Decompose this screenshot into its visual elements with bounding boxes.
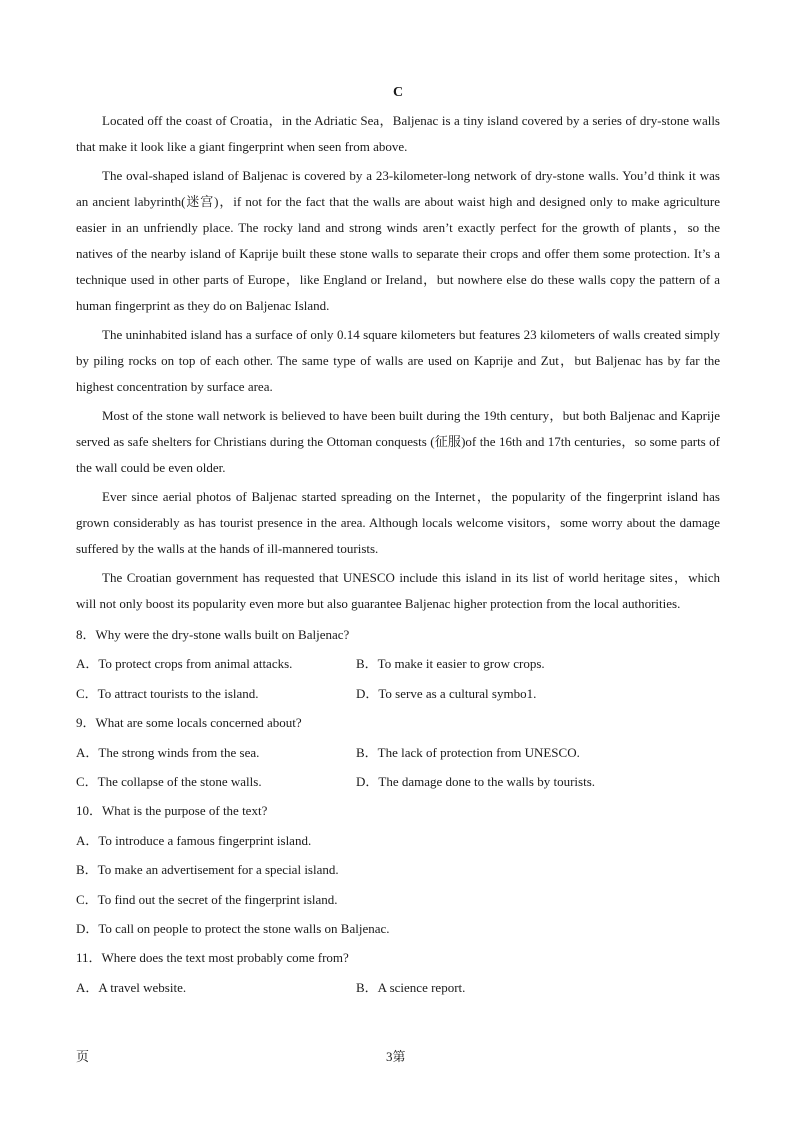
question-9-stem: 9．What are some locals concerned about?: [76, 715, 302, 731]
passage-paragraph-3: The uninhabited island has a surface of only 0.14 square kilometers but features 23 kilometers of walls created simply by piling rocks on top of each other. The same type of walls are used on Kaprije and Zut，but Baljenac has by far the highest concentration by surface area.: [76, 327, 720, 394]
question-8-option-b: B．To make it easier to grow crops.: [356, 656, 545, 672]
question-8-option-d: D．To serve as a cultural symbo1.: [356, 685, 537, 701]
question-9-option-b: B．The lack of protection from UNESCO.: [356, 744, 580, 760]
passage-paragraph-1: Located off the coast of Croatia，in the Adriatic Sea，Baljenac is a tiny island covered by a series of dry-stone walls that make it look like a giant fingerprint when seen from above.: [76, 113, 720, 154]
question-11-stem: 11．Where does the text most probably come from?: [76, 950, 349, 966]
question-8-option-a: A．To protect crops from animal attacks.: [76, 656, 293, 672]
passage-paragraph-5: Ever since aerial photos of Baljenac started spreading on the Internet，the popularity of the fingerprint island has grown considerably as has tourist presence in the area. Although locals welcome visitors，some worry about the damage suffered by the walls at the hands of ill-mannered tourists.: [76, 489, 720, 556]
footer-page-number: 3第: [386, 1049, 406, 1064]
question-8-stem: 8．Why were the dry-stone walls built on Baljenac?: [76, 627, 350, 642]
question-10-option-b: B．To make an advertisement for a special island.: [76, 862, 339, 878]
footer-left-text: 页: [76, 1049, 90, 1064]
question-9-option-a: A．The strong winds from the sea.: [76, 744, 260, 760]
document-page: [76, 84, 720, 1002]
question-11-option-b: B．A science report.: [356, 979, 466, 995]
question-8-options-row-1: [76, 649, 720, 678]
page-footer: [76, 1046, 720, 1066]
question-9-option-c: C．The collapse of the stone walls.: [76, 774, 262, 790]
passage-paragraph-6: The Croatian government has requested that UNESCO include this island in its list of world heritage sites，which will not only boost its popularity even more but also guarantee Baljenac higher protection from the local authorities.: [76, 570, 720, 611]
question-11-options-row-1: [76, 973, 720, 1002]
passage-paragraph-4: Most of the stone wall network is believed to have been built during the 19th century，but both Baljenac and Kaprije served as safe shelters for Christians during the Ottoman conquests (征服)of the 16th and 17th centuries，so some parts of the wall could be even older.: [76, 408, 720, 475]
passage: [76, 108, 720, 617]
question-9-options-row-2: [76, 767, 720, 796]
question-10-stem: 10．What is the purpose of the text?: [76, 803, 268, 819]
question-10-option-a: A．To introduce a famous fingerprint island.: [76, 832, 312, 848]
question-10-option-d: D．To call on people to protect the stone walls on Baljenac.: [76, 921, 390, 937]
question-8-option-c: C．To attract tourists to the island.: [76, 685, 259, 701]
question-9-option-d: D．The damage done to the walls by tourists.: [356, 774, 596, 790]
question-9-options-row-1: [76, 738, 720, 767]
question-11-option-a: A．A travel website.: [76, 979, 187, 995]
passage-paragraph-2: The oval-shaped island of Baljenac is covered by a 23-kilometer-long network of dry-stone walls. You’d think it was an ancient labyrinth(迷宫)，if not for the fact that the walls are about waist high and designed only to make agriculture easier in an unfriendly place. The rocky land and strong winds aren’t exactly perfect for the growth of plants，so the natives of the nearby island of Kaprije built these stone walls to separate their crops and offer them some protection. It’s a technique used in other parts of Europe，like England or Ireland，but nowhere else do these walls copy the pattern of a human fingerprint as they do on Baljenac Island.: [76, 168, 720, 313]
section-title: C: [392, 85, 404, 100]
questions: [76, 620, 720, 1002]
question-10-option-c: C．To find out the secret of the fingerprint island.: [76, 891, 338, 907]
question-8-options-row-2: [76, 679, 720, 708]
